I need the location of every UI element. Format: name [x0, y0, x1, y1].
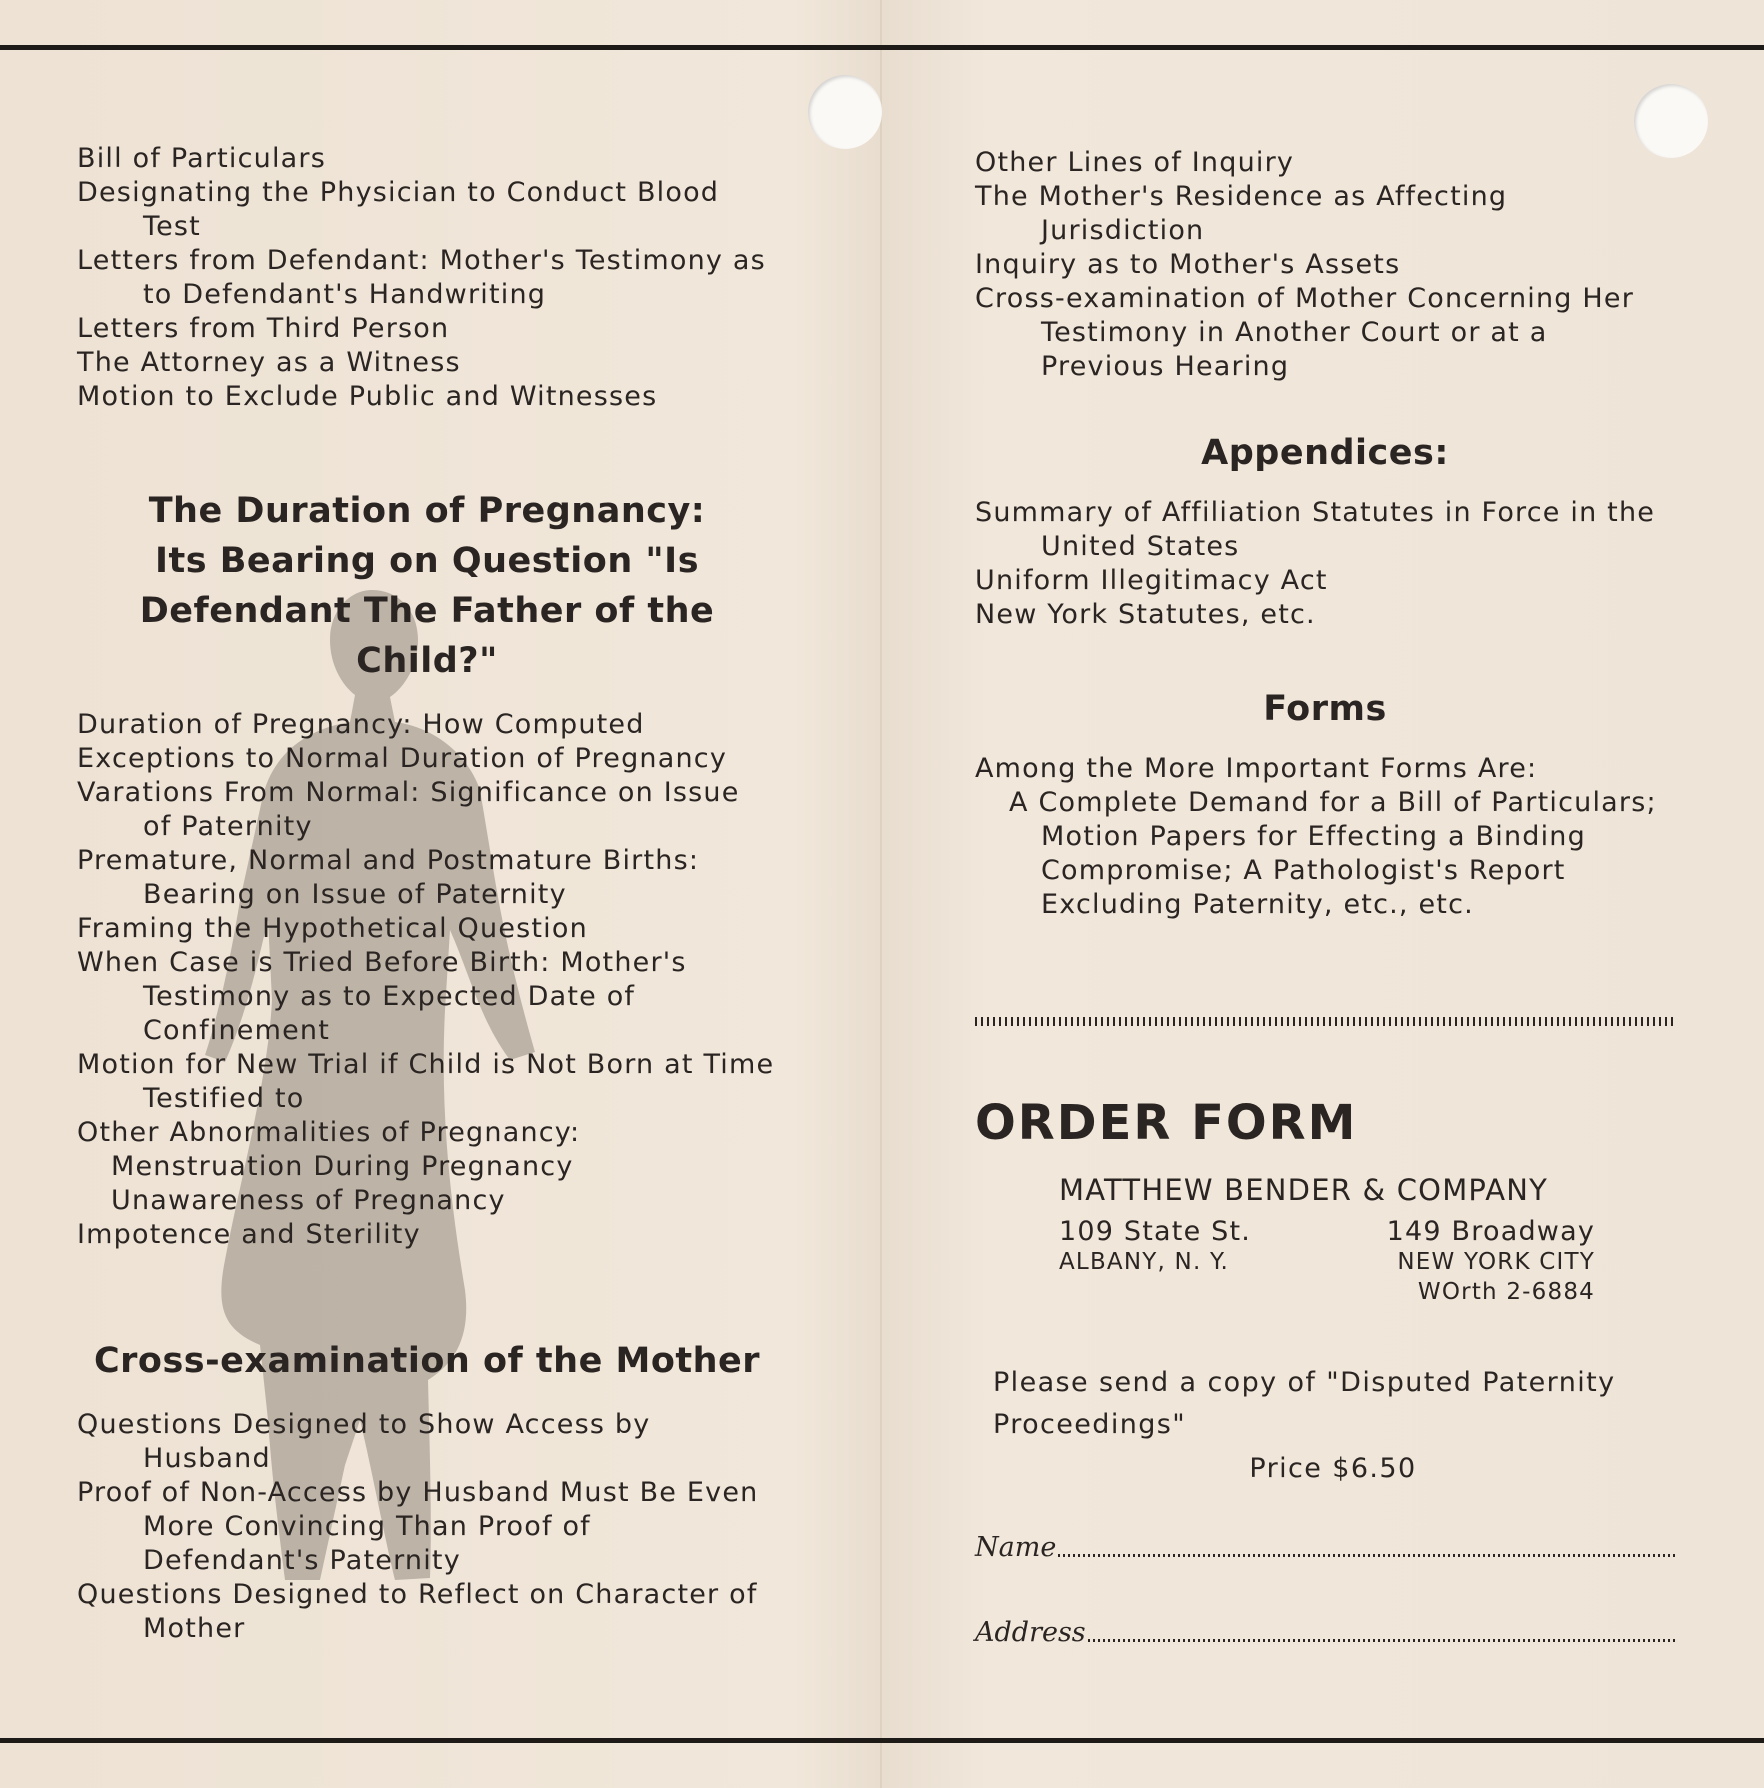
address-label: Address [975, 1617, 1086, 1648]
name-field[interactable] [975, 1532, 1675, 1563]
fold-line [880, 0, 882, 1788]
order-form-title: ORDER FORM [975, 1095, 1358, 1151]
list-item: Inquiry as to Mother's Assets [975, 249, 1401, 280]
company-name: MATTHEW BENDER & COMPANY [1059, 1173, 1549, 1207]
list-item: When Case is Tried Before Birth: Mother's Testimony as to Expected Date of Confinement [77, 947, 687, 1046]
dotted-separator [975, 1017, 1673, 1026]
list-item: Cross-examination of Mother Concerning Her Testimony in Another Court or at a Previous Hearing [975, 283, 1635, 382]
list-item: Exceptions to Normal Duration of Pregnancy [77, 743, 728, 774]
cross-exam-heading: Cross-examination of the Mother [93, 1341, 761, 1381]
appendices-list [975, 496, 1675, 632]
list-subitem: Unawareness of Pregnancy [111, 1185, 506, 1216]
albany-city: ALBANY, N. Y. [1059, 1249, 1230, 1275]
list-item: Designating the Physician to Conduct Blood Test [77, 177, 720, 242]
list-item: Motion to Exclude Public and Witnesses [77, 381, 658, 412]
left-column [77, 142, 777, 1646]
list-item: Letters from Defendant: Mother's Testimony as to Defendant's Handwriting [77, 245, 766, 310]
list-item: Letters from Third Person [77, 313, 450, 344]
list-item: Questions Designed to Reflect on Character of Mother [77, 1579, 758, 1644]
office-albany [1059, 1217, 1251, 1307]
list-item: Premature, Normal and Postmature Births: Bearing on Issue of Paternity [77, 845, 700, 910]
appendices-heading: Appendices: [1201, 433, 1449, 473]
list-item: Other Abnormalities of Pregnancy: [77, 1117, 581, 1148]
forms-body: A Complete Demand for a Bill of Particulars; Motion Papers for Effecting a Binding Compromise; A Pathologist's Report Excluding Paternity, etc., etc. [1009, 787, 1657, 920]
right-top-list [975, 146, 1675, 384]
forms-text [975, 752, 1675, 922]
price: Price $6.50 [1249, 1453, 1417, 1484]
left-top-list [77, 142, 777, 414]
order-form [975, 1095, 1675, 1307]
order-request [993, 1362, 1673, 1490]
list-item: Bill of Particulars [77, 143, 326, 174]
list-item: Impotence and Sterility [77, 1219, 421, 1250]
duration-heading: The Duration of Pregnancy: Its Bearing on Question "Is Defendant The Father of the Child?" [139, 491, 715, 681]
duration-list [77, 708, 777, 1252]
albany-street: 109 State St. [1059, 1216, 1252, 1247]
list-item: Questions Designed to Show Access by Husband [77, 1409, 651, 1474]
company-offices [1059, 1217, 1595, 1307]
name-dotted-line[interactable] [1058, 1554, 1675, 1557]
list-item: Varations From Normal: Significance on Issue of Paternity [77, 777, 740, 842]
ny-city: NEW YORK CITY [1397, 1249, 1595, 1275]
list-item: Proof of Non-Access by Husband Must Be Even More Convincing Than Proof of Defendant's Paternity [77, 1477, 759, 1576]
list-item: New York Statutes, etc. [975, 599, 1316, 630]
cross-exam-list [77, 1408, 777, 1646]
list-item: The Attorney as a Witness [77, 347, 461, 378]
list-item: Uniform Illegitimacy Act [975, 565, 1328, 596]
company-block [1059, 1173, 1595, 1307]
office-new-york [1387, 1217, 1595, 1307]
forms-heading: Forms [1263, 689, 1387, 729]
right-column [975, 146, 1675, 922]
request-text: Please send a copy of "Disputed Paternity Proceedings" [993, 1367, 1616, 1440]
list-item: Summary of Affiliation Statutes in Force in the United States [975, 497, 1656, 562]
list-item: Duration of Pregnancy: How Computed [77, 709, 645, 740]
ny-street: 149 Broadway [1386, 1216, 1595, 1247]
list-item: Framing the Hypothetical Question [77, 913, 588, 944]
list-item: Other Lines of Inquiry [975, 147, 1295, 178]
ny-phone: WOrth 2-6884 [1417, 1279, 1595, 1305]
address-dotted-line[interactable] [1088, 1639, 1675, 1642]
list-subitem: Menstruation During Pregnancy [111, 1151, 574, 1182]
list-item: Motion for New Trial if Child is Not Born at Time Testified to [77, 1049, 775, 1114]
list-item: The Mother's Residence as Affecting Jurisdiction [975, 181, 1508, 246]
name-label: Name [975, 1532, 1057, 1563]
address-field[interactable] [975, 1617, 1675, 1648]
forms-intro: Among the More Important Forms Are: [975, 753, 1538, 784]
